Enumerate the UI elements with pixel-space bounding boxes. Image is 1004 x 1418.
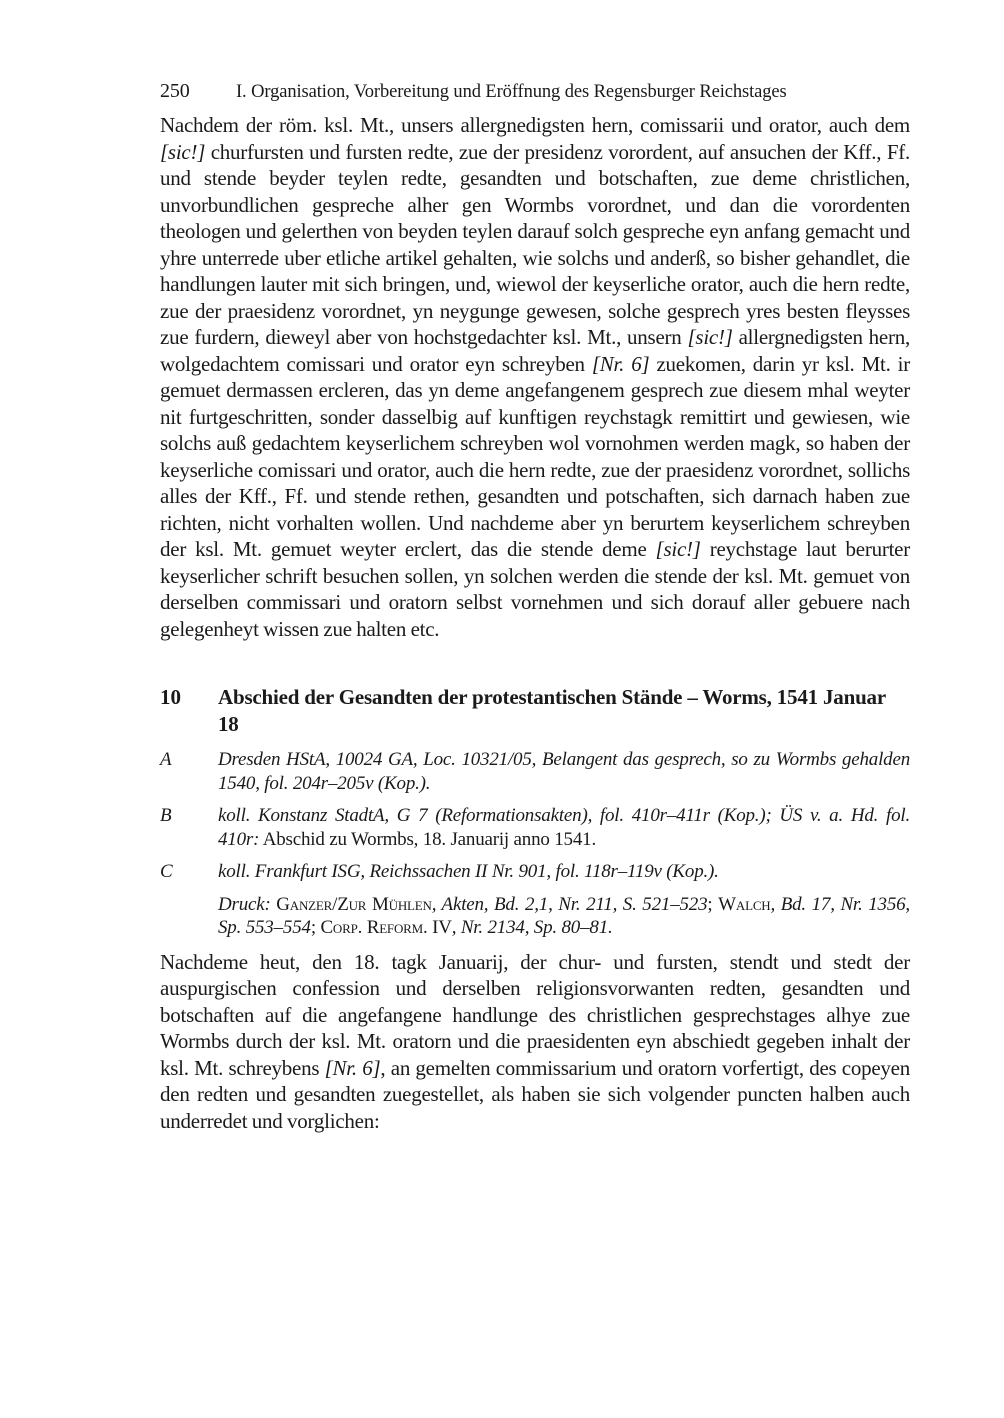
cross-reference: [Nr. 6] bbox=[591, 351, 650, 376]
source-endorsement-text: Abschid zu Wormbs, 18. Januarij anno 1541. bbox=[259, 828, 596, 850]
text-segment: Nachdem der röm. ksl. Mt., unsers allergnedigsten hern, comissarii und orator, auch dem bbox=[160, 113, 910, 137]
separator: ; bbox=[707, 893, 719, 915]
source-siglum: A bbox=[160, 749, 172, 770]
text-segment: churfursten und fursten redte, zue der presidenz vorordent, auf ansuchen der Kff., Ff. und stende beyder teylen redte, gesandten und botschaften, zue deme christlichen, unvorbundlichen gespreche alher gen Wormbs vorordnet, und dan die vorordenten theologen und gelerthen von beyden teylen darauf solch gespreche eyn anfang gemacht und yhre unterrede uber etliche artikel gehalten, wie solchs und anderß, so bisher gehandlet, die handlungen lauter mit sich bringen, und, wiewol der keyserliche orator, auch die hern redte, zue der praesidenz vorordnet, yn neygunge gewesen, solche gesprech yres besten fleysses zue furdern, dieweyl aber von hochstgedachter ksl. Mt., unsern bbox=[160, 139, 910, 349]
druck-label: Druck: bbox=[218, 893, 277, 915]
citation-italic: , Bd. 17, Nr. 1356, Sp. 553–554 bbox=[218, 893, 910, 938]
document-number: 10 bbox=[160, 685, 181, 709]
text-segment: Nachdeme heut, den 18. tagk Januarij, der chur- und fursten, stendt und stedt der auspurgischen confession und derselben religionsvorwanten redten, gesandten und botschaften auf die angefangene handlunge des christlichen gesprechstages alhye zue Wormbs durch der ksl. Mt. oratorn und die praesidenten eyn abschiedt gegeben inhalt der ksl. Mt. schreybens bbox=[160, 949, 910, 1080]
source-apparatus bbox=[160, 748, 910, 940]
author-smallcaps: Walch bbox=[718, 893, 771, 915]
citation-italic: , Nr. 2134, Sp. 80–81. bbox=[451, 917, 613, 938]
cross-reference: [Nr. 6] bbox=[324, 1055, 381, 1080]
source-entry-a bbox=[160, 748, 910, 795]
editorial-sic-marker: [sic!] bbox=[655, 537, 701, 561]
document-page bbox=[160, 78, 910, 1134]
source-text-italic: Dresden HStA, 10024 GA, Loc. 10321/05, Belangent das gesprech, so zu Wormbs gehalden 1540, fol. 204r–205v (Kop.). bbox=[218, 749, 910, 794]
source-entry-b bbox=[160, 804, 910, 851]
source-description bbox=[218, 748, 910, 795]
source-description bbox=[218, 804, 910, 851]
editorial-sic-marker: [sic!] bbox=[687, 325, 733, 349]
paragraph-document-text bbox=[160, 949, 910, 1135]
author-smallcaps: Ganzer/Zur Mühlen bbox=[276, 893, 432, 915]
author-smallcaps: Corp. Reform. IV bbox=[320, 917, 452, 938]
text-segment: zuekomen, darin yr ksl. Mt. ir gemuet dermassen ercleren, das yn deme angefangenem gesprech zue diesem mhal weyter nit furtgeschritten, sonder dasselbig auf kunftigen reychstagk remittirt und gewiesen, wie solchs auß gedachtem keyserlichem schreyben wol vornohmen werden magk, so haben der keyserliche comissari und orator, auch die hern redte, zue der praesidenz vorordnet, sollichs alles der Kff., Ff. und stende rethen, gesandten und potschaften, sich darnach haben zue richten, nicht vorhalten wollen. Und nachdeme aber yn berurtem keyserlichem schreyben der ksl. Mt. gemuet weyter erclert, das die stende deme bbox=[160, 351, 911, 561]
editorial-sic-marker: [sic!] bbox=[160, 139, 206, 164]
paragraph-previous-document bbox=[160, 112, 910, 642]
print-references bbox=[160, 893, 910, 940]
separator: ; bbox=[310, 917, 321, 938]
document-heading bbox=[160, 684, 910, 738]
document-title: Abschied der Gesandten der protestantischen Stände – Worms, 1541 Januar 18 bbox=[218, 685, 886, 736]
source-siglum: C bbox=[160, 861, 173, 882]
text-segment: reychstage laut berurter keyserlicher schrift besuchen sollen, yn solchen werden die stende der ksl. Mt. gemuet von derselben commissari und oratorn selbst vornehmen und sich dorauf aller gebuere nach gelegenheyt wissen zue halten etc. bbox=[160, 537, 910, 641]
source-entry-c bbox=[160, 860, 910, 884]
source-text-italic: koll. Konstanz StadtA, G 7 (Reformationsakten), fol. 410r–411r (Kop.); ÜS v. a. Hd. fol. 410r: bbox=[218, 805, 910, 850]
text-segment: , an gemelten commissarium und oratorn vorfertigt, des copeyen den redten und gesandten zuegestellet, als haben sie sich volgender puncten halben auch underredet und vorglichen: bbox=[160, 1055, 910, 1133]
source-text-italic: koll. Frankfurt ISG, Reichssachen II Nr. 901, fol. 118r–119v (Kop.). bbox=[218, 861, 719, 882]
running-head bbox=[160, 78, 910, 106]
citation-italic: , Akten, Bd. 2,1, Nr. 211, S. 521–523 bbox=[431, 893, 708, 915]
source-siglum-empty bbox=[160, 893, 218, 940]
text-segment: allergnedigsten hern, wolgedachtem comissari und orator eyn schreyben bbox=[160, 325, 910, 376]
running-head-title: I. Organisation, Vorbereitung und Eröffnung des Regensburger Reichstages bbox=[236, 82, 787, 102]
source-siglum: B bbox=[160, 805, 172, 826]
page-number: 250 bbox=[160, 80, 190, 102]
print-reference-list bbox=[218, 893, 910, 940]
source-description bbox=[218, 860, 910, 884]
